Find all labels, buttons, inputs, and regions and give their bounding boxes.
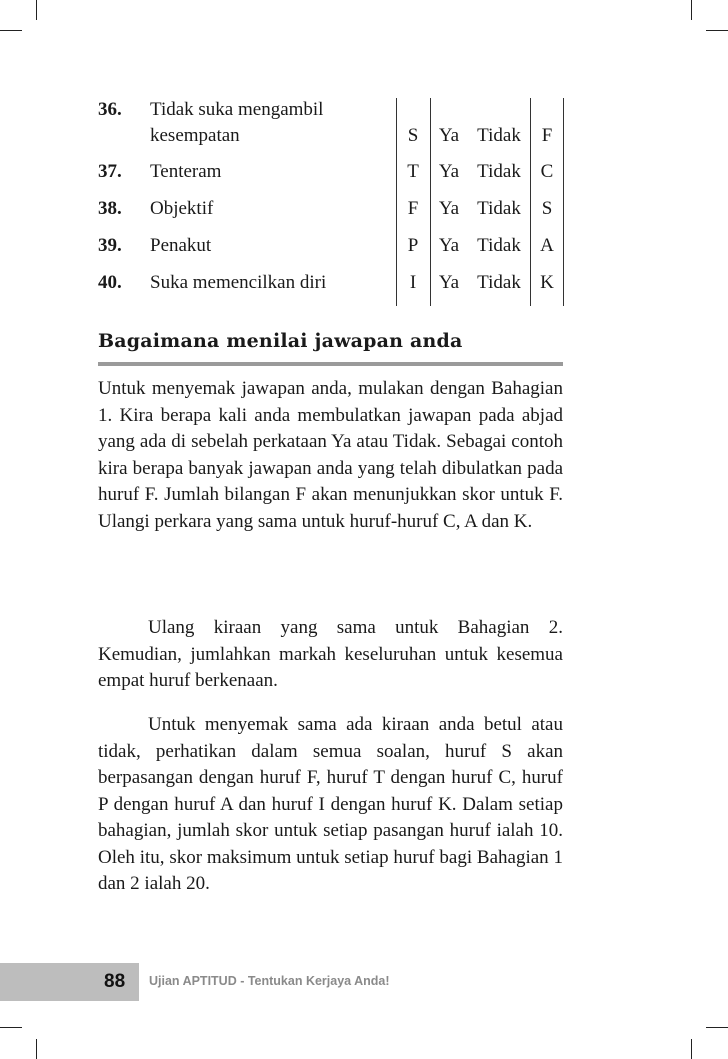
answer-ya: Ya — [438, 235, 460, 256]
question-number: 39. — [98, 235, 122, 256]
answer-ya: Ya — [438, 198, 460, 219]
crop-mark — [0, 1027, 22, 1028]
question-text: Penakut — [150, 235, 212, 256]
question-number: 36. — [98, 99, 122, 120]
letter-right: C — [540, 161, 554, 182]
answer-tidak: Tidak — [477, 125, 521, 146]
crop-mark — [36, 0, 37, 20]
crop-mark — [0, 30, 22, 31]
body-paragraph: Ulang kiraan yang sama untuk Bahagian 2. Kemudian, jumlahkan markah keseluruhan untuk kesemua empat huruf berkenaan. — [98, 617, 563, 691]
crop-mark — [706, 1027, 728, 1028]
letter-left: I — [409, 272, 417, 293]
question-row — [98, 234, 398, 258]
heading-underline — [98, 362, 563, 366]
question-row — [98, 197, 398, 221]
answer-tidak: Tidak — [477, 235, 521, 256]
letter-left: T — [407, 161, 419, 182]
letter-right: S — [541, 198, 553, 219]
table-rule — [563, 98, 564, 306]
question-text: Tenteram — [150, 161, 222, 182]
question-text: kesempatan — [150, 125, 240, 146]
question-text: Tidak suka mengambil — [150, 99, 324, 120]
question-number: 38. — [98, 198, 122, 219]
question-number: 40. — [98, 272, 122, 293]
page-number: 88 — [104, 971, 126, 992]
question-text: Objektif — [150, 198, 214, 219]
letter-left: P — [407, 235, 419, 256]
crop-mark — [36, 1039, 37, 1059]
letter-right: F — [541, 125, 553, 146]
question-row — [98, 160, 398, 184]
letter-left: S — [407, 125, 419, 146]
body-paragraph: Untuk menyemak jawapan anda, mulakan dengan Bahagian 1. Kira berapa kali anda membulatkan jawapan pada abjad yang ada di sebelah perkataan Ya atau Tidak. Sebagai contoh kira berapa banyak jawapan anda yang telah dibulatkan pada huruf F. Jumlah bilangan F akan menunjukkan skor untuk F. Ulangi perkara yang sama untuk huruf-huruf C, A dan K. — [98, 378, 563, 532]
answer-ya: Ya — [438, 161, 460, 182]
answer-ya: Ya — [438, 125, 460, 146]
body-paragraph: Untuk menyemak sama ada kiraan anda betul atau tidak, perhatikan dalam semua soalan, huruf S akan berpasangan dengan huruf F, huruf T dengan huruf C, huruf P dengan huruf A dan huruf I dengan huruf K. Dalam setiap bahagian, jumlah skor untuk setiap pasangan huruf ialah 10. Oleh itu, skor maksimum untuk setiap huruf bagi Bahagian 1 dan 2 ialah 20. — [98, 714, 563, 894]
letter-left: F — [407, 198, 419, 219]
crop-mark — [691, 1039, 692, 1059]
answer-tidak: Tidak — [477, 161, 521, 182]
question-text: Suka memencilkan diri — [150, 272, 327, 293]
answer-tidak: Tidak — [477, 198, 521, 219]
section-heading: Bagaimana menilai jawapan anda — [98, 330, 463, 352]
letter-right: K — [540, 272, 554, 293]
crop-mark — [691, 0, 692, 20]
answer-tidak: Tidak — [477, 272, 521, 293]
crop-mark — [706, 30, 728, 31]
question-number: 37. — [98, 161, 122, 182]
letter-right: A — [540, 235, 554, 256]
running-footer-title: Ujian APTITUD - Tentukan Kerjaya Anda! — [149, 974, 390, 988]
question-row — [98, 271, 398, 295]
answer-ya: Ya — [438, 272, 460, 293]
